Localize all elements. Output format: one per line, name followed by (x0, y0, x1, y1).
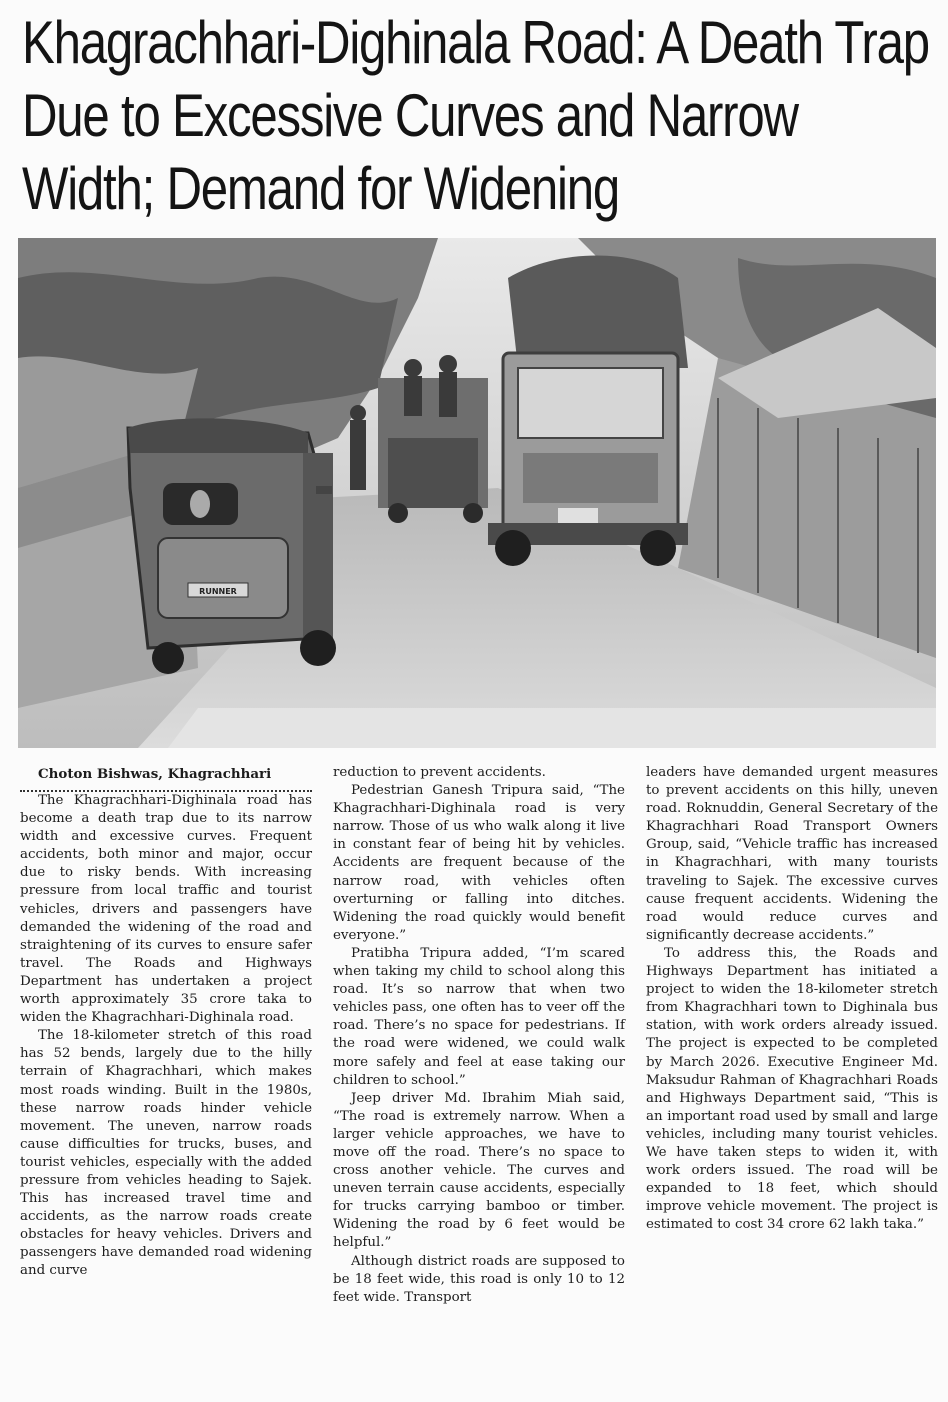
rickshaw-plate: RUNNER (199, 587, 237, 596)
byline: Choton Bishwas, Khagrachhari (20, 764, 312, 792)
paragraph: leaders have demanded urgent measures to prevent accidents on this hilly, uneven road. Roknuddin, General Secretary of the Khagrachhari Road Transport Owners Group, said, “Vehicle traffic has increased in Khagrachhari, with many tourists traveling to Sajek. The excessive curves cause frequent accidents. Widening the road would reduce curves and significantly decrease accidents.” (646, 765, 938, 943)
paragraph: Pedestrian Ganesh Tripura said, “The Khagrachhari-Dighinala road is very narrow. Those of us who walk along it live in constant fear of being hit by vehicles. Accidents are frequent because of the narrow road, with vehicles often overturning or falling into ditches. Widening the road quickly would benefit everyone.” (333, 783, 625, 943)
headline: Khagrachhari-Dighinala Road: A Death Trap Due to Excessive Curves and Narrow Width; Demand for Widening (22, 9, 929, 222)
paragraph: Jeep driver Md. Ibrahim Miah said, “The road is extremely narrow. When a larger vehicle approaches, we have to move off the road. There’s no space to cross another vehicle. The curves and uneven terrain cause accidents, especially for trucks carrying bamboo or timber. Widening the road by 6 feet would be helpful.” (333, 1090, 625, 1251)
article-column-3 (646, 764, 938, 1234)
article-column-2 (333, 764, 625, 1307)
paragraph: reduction to prevent accidents. (333, 765, 546, 780)
paragraph: The 18-kilometer stretch of this road has 52 bends, largely due to the hilly terrain of Khagrachhari, which makes most roads winding. Built in the 1980s, these narrow roads hinder vehicle movement. The uneven, narrow roads cause difficulties for trucks, buses, and tourist vehicles, especially with the added pressure from vehicles heading to Sajek. This has increased travel time and accidents, as the narrow roads create obstacles for heavy vehicles. Drivers and passengers have demanded road widening and curve (20, 1028, 312, 1279)
news-photo (18, 238, 936, 748)
paragraph: Pratibha Tripura added, “I’m scared when taking my child to school along this road. It’s so narrow that when two vehicles pass, one often has to veer off the road. There’s no space for pedestrians. If the road were widened, we could walk more safely and feel at ease taking our children to school.” (333, 945, 625, 1088)
paragraph: Although district roads are supposed to be 18 feet wide, this road is only 10 to 12 feet wide. Transport (333, 1253, 625, 1305)
article-column-1 (20, 764, 312, 1281)
paragraph: The Khagrachhari-Dighinala road has become a death trap due to its narrow width and excessive curves. Frequent accidents, both minor and major, occur due to risky bends. With increasing pressure from local traffic and tourist vehicles, drivers and passengers have demanded the widening of the road and straightening of its curves to ensure safer travel. The Roads and Highways Department has undertaken a project worth approximately 35 crore taka to widen the Khagrachhari-Dighinala road. (20, 793, 312, 1026)
paragraph: To address this, the Roads and Highways Department has initiated a project to widen the 18-kilometer stretch from Khagrachhari town to Dighinala bus station, with work orders already issued. The project is expected to be completed by March 2026. Executive Engineer Md. Maksudur Rahman of Khagrachhari Roads and Highways Department said, “This is an important road used by small and large vehicles, including many tourist vehicles. We have taken steps to widen it, with work orders issued. The road will be expanded to 18 feet, which should improve vehicle movement. The project is estimated to cost 34 crore 62 lakh taka.” (646, 945, 938, 1233)
